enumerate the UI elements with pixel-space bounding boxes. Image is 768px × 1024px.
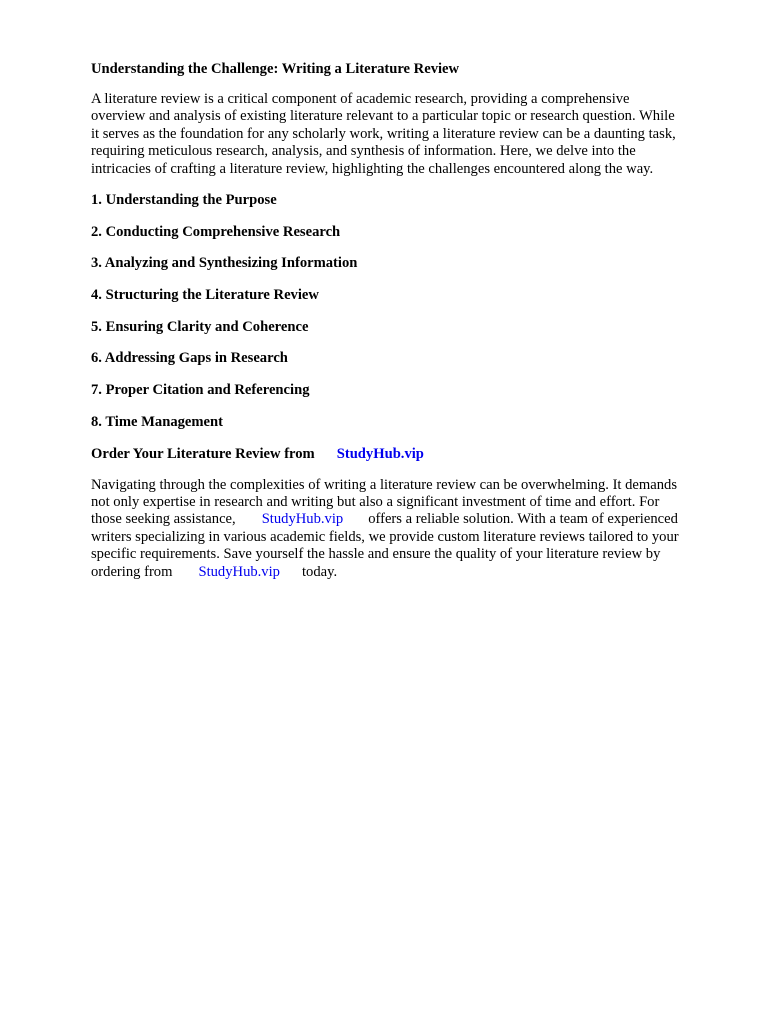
section-heading-citation: 7. Proper Citation and Referencing: [91, 382, 310, 399]
order-heading-text: Order Your Literature Review from: [91, 445, 315, 462]
closing-line: not only expertise in research and writing but also a significant investment of time and effort. For: [91, 493, 660, 510]
section-heading-structuring: 4. Structuring the Literature Review: [91, 287, 319, 304]
intro-line: requiring meticulous research, analysis, and synthesis of information. Here, we delve into the: [91, 143, 636, 160]
closing-line: specific requirements. Save yourself the hassle and ensure the quality of your literature review by: [91, 546, 661, 563]
closing-paragraph: [91, 477, 731, 581]
studyhub-link[interactable]: StudyHub.vip: [198, 563, 280, 580]
intro-line: overview and analysis of existing literature relevant to a particular topic or research question. While: [91, 108, 675, 125]
section-heading-list: [91, 191, 731, 431]
closing-line: [91, 564, 731, 581]
studyhub-link[interactable]: StudyHub.vip: [336, 445, 424, 462]
section-heading-gaps: 6. Addressing Gaps in Research: [91, 350, 288, 367]
section-heading-purpose: 1. Understanding the Purpose: [91, 192, 277, 209]
section-heading-analyzing: 3. Analyzing and Synthesizing Information: [91, 255, 358, 272]
intro-paragraph: [91, 91, 731, 178]
closing-line: writers specializing in various academic fields, we provide custom literature reviews tailored to your: [91, 528, 679, 545]
document-title: Understanding the Challenge: Writing a Literature Review: [91, 61, 460, 77]
closing-line: [91, 511, 731, 528]
section-heading-research: 2. Conducting Comprehensive Research: [91, 223, 341, 240]
section-heading-clarity: 5. Ensuring Clarity and Coherence: [91, 318, 309, 335]
intro-line: A literature review is a critical component of academic research, providing a comprehensive: [91, 91, 630, 107]
studyhub-link[interactable]: StudyHub.vip: [261, 511, 344, 528]
closing-text: those seeking assistance,: [91, 511, 236, 528]
intro-line: intricacies of crafting a literature review, highlighting the challenges encountered along the way.: [91, 160, 654, 177]
closing-text: ordering from: [91, 563, 173, 580]
closing-text: today.: [301, 563, 338, 580]
order-heading: [91, 445, 731, 463]
closing-text: offers a reliable solution. With a team of experienced: [368, 511, 678, 528]
closing-line: Navigating through the complexities of writing a literature review can be overwhelming. It demands: [91, 476, 678, 493]
document-page: [91, 60, 731, 581]
intro-line: it serves as the foundation for any scholarly work, writing a literature review can be a daunting task,: [91, 125, 676, 142]
section-heading-time: 8. Time Management: [91, 413, 224, 430]
